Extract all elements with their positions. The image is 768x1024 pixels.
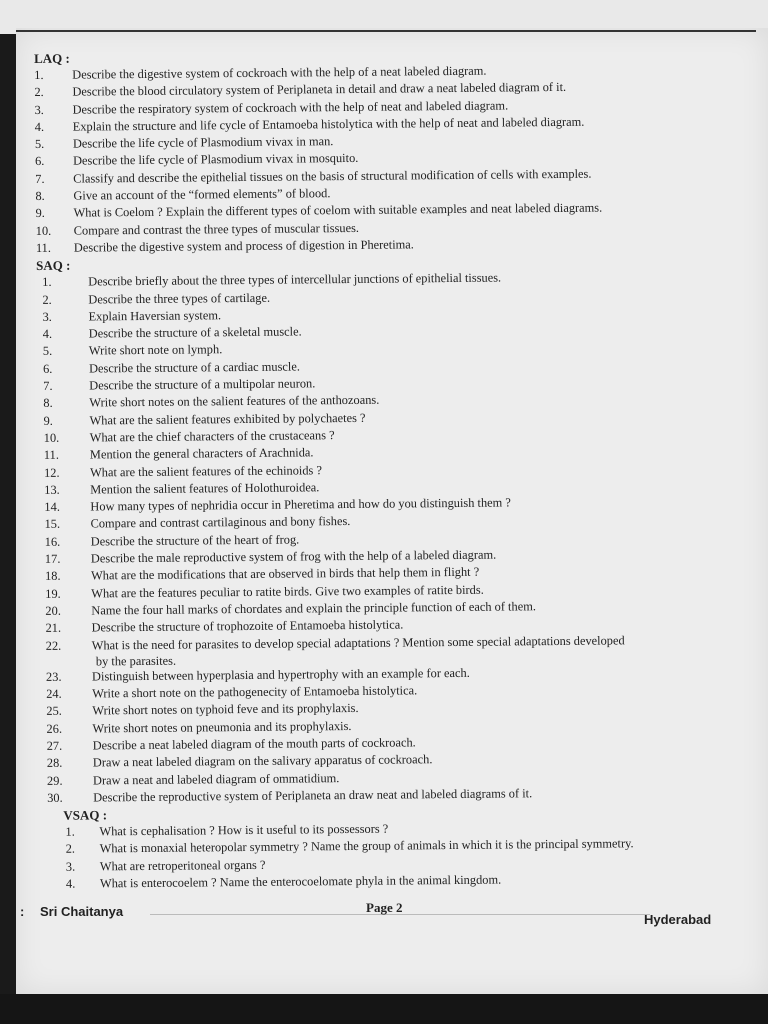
question-text: Describe the male reproductive system of frog with the help of a labeled diagram. — [90, 547, 497, 566]
question-number: 9. — [35, 206, 45, 221]
question-text: Write a short note on the pathogenecity of Entamoeba histolytica. — [92, 683, 418, 701]
question-text: Distinguish between hyperplasia and hypertrophy with an example for each. — [91, 665, 470, 684]
question-text: How many types of nephridia occur in Pheretima and how do you distinguish them ? — [90, 495, 511, 514]
question-text: Write short notes on the salient features of the anthozoans. — [89, 393, 380, 410]
vsaq-heading: VSAQ : — [63, 807, 108, 823]
question-number: 19. — [45, 586, 61, 601]
question-text: Mention the salient features of Holothuroidea. — [90, 480, 320, 497]
question-number: 10. — [43, 430, 60, 445]
question-text: What is cephalisation ? How is it useful to its possessors ? — [99, 821, 389, 839]
question-number: 1. — [34, 67, 44, 82]
question-number: 3. — [34, 102, 44, 117]
question-text: Give an account of the “formed elements” of blood. — [73, 186, 331, 203]
question-text: What is Coelom ? Explain the different types of coelom with suitable examples and neat labeled diagrams. — [73, 200, 603, 221]
question-text: What are the modifications that are observed in birds that help them in flight ? — [90, 565, 480, 583]
question-number: 21. — [45, 620, 62, 636]
page-top-edge — [16, 30, 756, 32]
question-number: 11. — [43, 448, 59, 463]
question-number: 3. — [42, 309, 52, 324]
question-text: Describe the life cycle of Plasmodium vivax in mosquito. — [73, 151, 359, 169]
question-text: What is the need for parasites to develop special adaptations ? Mention some special adaptations developed — [91, 632, 625, 652]
question-number: 3. — [65, 859, 76, 874]
question-text-continuation: by the parasites. — [95, 653, 177, 669]
footer-institute: Sri Chaitanya — [40, 904, 124, 919]
question-text: Compare and contrast cartilaginous and bony fishes. — [90, 514, 351, 531]
question-number: 4. — [34, 119, 45, 134]
question-text: Write short notes on pneumonia and its prophylaxis. — [92, 718, 352, 736]
question-number: 5. — [42, 344, 53, 359]
question-number: 6. — [35, 154, 45, 169]
question-text: Draw a neat and labeled diagram of ommatidium. — [92, 770, 340, 788]
question-number: 2. — [42, 292, 52, 307]
question-text: What are the salient features of the echinoids ? — [89, 462, 323, 480]
question-text: Compare and contrast the three types of muscular tissues. — [73, 220, 360, 238]
question-number: 2. — [34, 85, 44, 100]
question-text: Describe the structure of a skeletal muscle. — [88, 324, 302, 341]
question-number: 27. — [46, 738, 63, 753]
question-text: What are the chief characters of the crustaceans ? — [89, 428, 335, 445]
question-number: 28. — [46, 756, 63, 771]
laq-list — [34, 60, 766, 257]
question-text: Mention the general characters of Arachnida. — [89, 445, 314, 462]
question-text: Describe the digestive system and process of digestion in Pheretima. — [73, 237, 414, 255]
question-number: 6. — [42, 361, 53, 376]
question-text: Describe the life cycle of Plasmodium vivax in man. — [72, 134, 334, 151]
question-text: Describe the respiratory system of cockroach with the help of neat and labeled diagram. — [72, 98, 509, 117]
question-number: 10. — [35, 223, 52, 238]
question-number: 1. — [42, 275, 52, 290]
question-list — [34, 43, 768, 893]
question-number: 12. — [43, 465, 60, 480]
question-text: Describe the structure of the heart of frog. — [90, 532, 300, 549]
question-number: 16. — [44, 534, 61, 549]
question-number: 2. — [65, 842, 76, 857]
background-bottom — [0, 994, 768, 1024]
question-number: 14. — [44, 499, 60, 515]
footer-city: Hyderabad — [644, 912, 712, 927]
question-text: Draw a neat labeled diagram on the salivary apparatus of cockroach. — [92, 752, 433, 770]
question-number: 4. — [42, 326, 53, 342]
question-text: What are retroperitoneal organs ? — [99, 857, 266, 874]
question-text: What is monaxial heteropolar symmetry ? Name the group of animals in which it is the principal symmetry. — [99, 836, 634, 856]
question-number: 15. — [44, 517, 61, 532]
question-text: What is enterocoelem ? Name the enterocoelomate phyla in the animal kingdom. — [99, 872, 502, 891]
question-number: 8. — [35, 188, 45, 204]
question-text: Write short notes on typhoid feve and its prophylaxis. — [92, 701, 359, 718]
question-number: 5. — [34, 137, 45, 152]
question-number: 7. — [35, 171, 45, 186]
question-number: 7. — [43, 378, 53, 393]
question-number: 18. — [44, 569, 61, 584]
question-text: Describe briefly about the three types of intercellular junctions of epithelial tissues. — [88, 270, 502, 289]
question-number: 24. — [46, 686, 62, 702]
question-number: 25. — [46, 704, 62, 719]
question-number: 17. — [44, 551, 61, 566]
question-number: 26. — [46, 721, 63, 736]
footer-bullet: : — [20, 904, 25, 919]
question-number: 11. — [35, 240, 51, 255]
question-text: Classify and describe the epithelial tissues on the basis of structural modification of cells with examples. — [73, 166, 592, 186]
question-text: Explain the structure and life cycle of Entamoeba histolytica with the help of neat and labeled diagram. — [72, 114, 585, 134]
question-number: 20. — [45, 603, 61, 618]
question-number: 30. — [47, 790, 63, 805]
question-text: Describe the structure of trophozoite of Entamoeba histolytica. — [91, 617, 404, 635]
question-text: Name the four hall marks of chordates and explain the principle function of each of them. — [91, 599, 536, 618]
footer-page-number: Page 2 — [366, 900, 403, 915]
question-number: 9. — [43, 413, 53, 428]
question-number: 4. — [65, 876, 76, 891]
question-text: Describe the structure of a multipolar neuron. — [89, 376, 316, 393]
question-number: 1. — [65, 824, 75, 839]
question-text: What are the salient features exhibited by polychaetes ? — [89, 410, 366, 428]
saq-list — [36, 267, 768, 807]
vsaq-list — [41, 817, 768, 893]
question-text: Describe the reproductive system of Periplaneta an draw neat and labeled diagrams of it. — [93, 786, 533, 805]
question-text: What are the features peculiar to ratite birds. Give two examples of ratite birds. — [91, 582, 484, 601]
question-text: Describe the structure of a cardiac muscle. — [88, 359, 301, 376]
laq-heading: LAQ : — [34, 50, 70, 66]
question-text: Describe the three types of cartilage. — [88, 290, 271, 307]
question-number: 23. — [45, 669, 62, 684]
question-text: Explain Haversian system. — [88, 308, 222, 324]
saq-heading: SAQ : — [35, 257, 71, 274]
question-text: Describe the blood circulatory system of Periplaneta in detail and draw a neat labeled diagram of it. — [72, 80, 567, 99]
question-number: 13. — [44, 482, 60, 497]
question-text: Describe the digestive system of cockroach with the help of a neat labeled diagram. — [72, 63, 487, 82]
question-text: Describe a neat labeled diagram of the mouth parts of cockroach. — [92, 735, 416, 753]
page-footer — [20, 900, 740, 930]
question-number: 8. — [43, 396, 53, 411]
question-text: Write short note on lymph. — [88, 342, 223, 358]
question-number: 29. — [46, 773, 63, 788]
question-number: 22. — [45, 638, 62, 653]
